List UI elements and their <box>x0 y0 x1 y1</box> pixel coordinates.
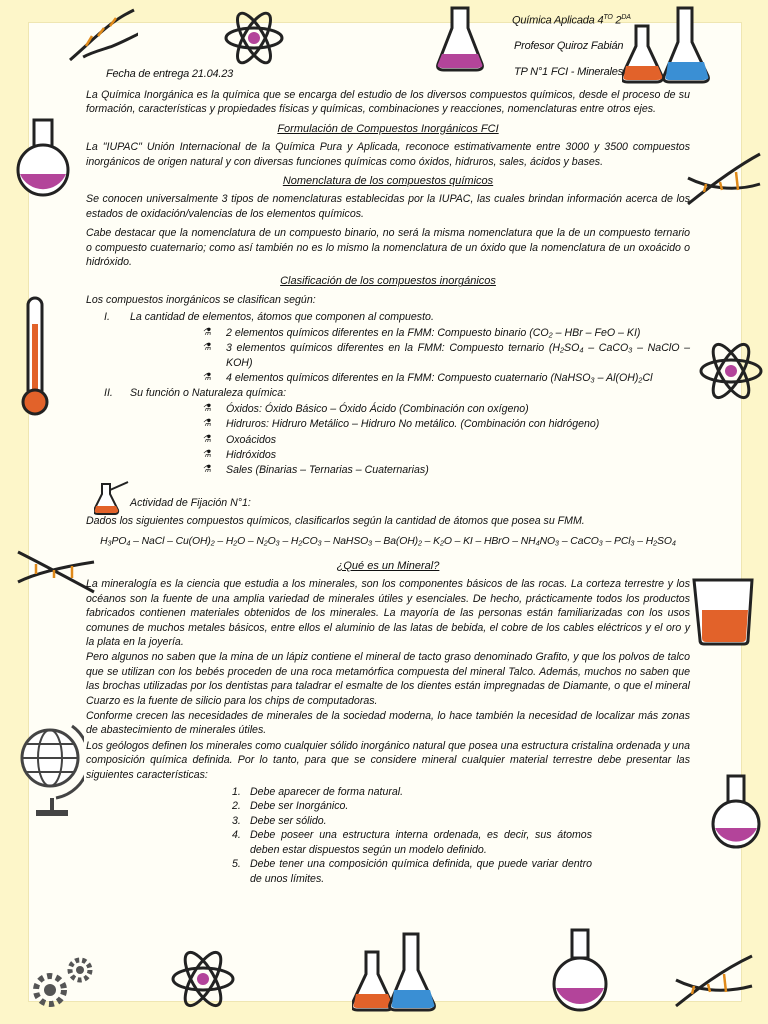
flasks-icon <box>622 6 712 84</box>
globe-icon <box>14 712 84 818</box>
paragraph: Pero algunos no saben que la mina de un lápiz contiene el mineral de tacto graso denominado Grafito, y que los polvos de talco que se utilizan con los bebés proceden de una roca metamórfica compuesta del mineral Talco. Además, muchos no saben que las brochas utilizadas por los dentistas para taladrar el esmalte de los dientes están impregnadas de Diamante, o que el mineral Cuarzo es la fuente de silicio para los chips de computadoras. <box>86 651 690 707</box>
chemist-bullet-icon: ⚗ <box>202 448 211 460</box>
list-number: I. <box>104 311 110 324</box>
gears-icon <box>26 952 100 1012</box>
sub-list <box>130 402 690 478</box>
round-flask-icon <box>708 772 764 852</box>
intro-paragraph: La Química Inorgánica es la química que se encarga del estudio de los diversos compuestos químicos, desde el proceso de su formación, características y propiedades físicas y químicas, combinaciones y reacciones, nomenclaturas entre otros ejes. <box>86 89 690 116</box>
paragraph: Conforme crecen las necesidades de minerales de la sociedad moderna, lo hace también la necesidad de localizar más zonas de abastecimiento de minerales útiles. <box>86 710 690 737</box>
list-item: 2. Debe ser Inorgánico. <box>232 800 349 813</box>
lab-flask-icon <box>94 480 132 516</box>
list-item: 1. Debe aparecer de forma natural. <box>232 786 404 799</box>
section-heading: ¿Qué es un Mineral? <box>336 559 440 572</box>
sub-list-item: ⚗ 4 elementos químicos diferentes en la FMM: Compuesto cuaternario (NaHSO₃ – Al(OH)₂Cl <box>202 371 653 384</box>
sub-list-item: ⚗ Óxidos: Óxido Básico – Óxido Ácido (Combinación con oxígeno) <box>202 402 529 415</box>
section-heading: Clasificación de los compuestos inorgánicos <box>280 275 496 288</box>
flasks-icon <box>352 932 438 1014</box>
paragraph: Los compuestos inorgánicos se clasifican según: <box>86 293 316 306</box>
chemist-bullet-icon: ⚗ <box>202 464 211 476</box>
list-item: 5. Debe tener una composición química definida, que puede variar dentro de unos límites. <box>232 858 592 885</box>
chemist-bullet-icon: ⚗ <box>202 342 211 354</box>
section-heading: Formulación de Compuestos Inorgánicos FCI <box>277 122 499 135</box>
list-number: II. <box>104 387 113 400</box>
sub-list-item: ⚗ Hidróxidos <box>202 448 277 461</box>
teacher-name: Profesor Quiroz Fabián <box>514 40 624 52</box>
beaker-icon <box>688 572 764 648</box>
tp-title: TP N°1 FCI - Minerales <box>514 66 623 78</box>
paragraph: La mineralogía es la ciencia que estudia a los minerales, son los componentes básicos de las rocas. La corteza terrestre y los océanos son la fuente de una amplia variedad de minerales útiles y esenciales. De hecho, prácticamente todos los productos fabricados contienen materiales obtenidos de los minerales. La mayoría de las personas están familiarizadas con los usos comunes de muchos metales básicos, entre ellos el aluminio de las latas de bebida, el cobre de los cables eléctricos y el oro y la plata en la joyería. <box>86 578 690 648</box>
document-body <box>86 88 690 886</box>
sub-list-item: ⚗ 2 elementos químicos diferentes en la FMM: Compuesto binario (CO₂ – HBr – FeO – KI) <box>202 326 641 339</box>
activity-instruction: Dados los siguientes compuestos químicos, clasificarlos según la cantidad de átomos que posea su FMM. <box>86 515 585 528</box>
list-item-label: Su función o Naturaleza química: <box>130 387 287 400</box>
dna-icon <box>672 950 756 1012</box>
paragraph: Los geólogos definen los minerales como cualquier sólido inorgánico natural que posea una estructura cristalina ordenada y una composición química definida. Por lo tanto, para que se considere mineral cualquier material terrestre debe presentar las siguientes características: <box>86 739 690 781</box>
paragraph: Cabe destacar que la nomenclatura de un compuesto binario, no será la misma nomenclatura que la de un compuesto ternario o compuesto cuaternario; como así también no es lo mismo la nomenclatura de un óxido que la nomenclatura de un oxoácido o hidróxido. <box>86 227 690 269</box>
sub-list-item: ⚗ 3 elementos químicos diferentes en la FMM: Compuesto ternario (H₂SO₄ – CaCO₃ – NaClO – KOH) <box>202 342 690 369</box>
mineral-characteristics-list <box>86 785 592 886</box>
classification-list <box>86 310 690 477</box>
chemist-bullet-icon: ⚗ <box>202 326 211 338</box>
sub-list-item: ⚗ Hidruros: Hidruro Metálico – Hidruro No metálico. (Combinación con hidrógeno) <box>202 418 600 431</box>
flask-icon <box>548 926 612 1014</box>
paragraph: La "IUPAC" Unión Internacional de la Química Pura y Aplicada, reconoce estimativamente entre 3000 y 3500 compuestos inorgánicos de origen natural y con diversas funciones químicas como óxidos, hidruros, sales, ácidos y bases. <box>86 141 690 168</box>
formula-list: H₃PO₄ – NaCl – Cu(OH)₂ – H₂O – N₂O₃ – H₂CO₃ – NaHSO₃ – Ba(OH)₂ – K₂O – KI – HBrO – NH₄NO₃ – CaCO₃ – PCl₃ – H₂SO₄ <box>100 535 676 547</box>
list-item-label: La cantidad de elementos, átomos que componen al compuesto. <box>130 311 434 324</box>
section-heading: Nomenclatura de los compuestos químicos <box>282 175 494 188</box>
dna-icon <box>684 148 764 208</box>
chemist-bullet-icon: ⚗ <box>202 371 211 383</box>
activity-title: Actividad de Fijación N°1: <box>86 496 690 510</box>
thermometer-icon <box>14 294 58 418</box>
flask-icon <box>432 4 488 72</box>
chemist-bullet-icon: ⚗ <box>202 433 211 445</box>
sub-list-item: ⚗ Sales (Binarias – Ternarias – Cuaternarias) <box>202 464 429 477</box>
list-item <box>86 386 690 477</box>
sub-list-item: ⚗ Oxoácidos <box>202 433 277 446</box>
list-item <box>86 310 690 385</box>
chemist-bullet-icon: ⚗ <box>202 418 211 430</box>
list-item: 4. Debe poseer una estructura interna ordenada, es decir, sus átomos deben estar dispuestos según un modelo definido. <box>232 829 592 856</box>
due-date: Fecha de entrega 21.04.23 <box>106 68 234 80</box>
chemist-bullet-icon: ⚗ <box>202 402 211 414</box>
dna-icon <box>66 6 138 66</box>
sub-list <box>130 326 690 386</box>
list-item: 3. Debe ser sólido. <box>232 814 327 827</box>
atom-icon <box>170 944 236 1014</box>
atom-icon <box>698 336 764 406</box>
round-flask-icon <box>14 116 74 198</box>
paragraph: Se conocen universalmente 3 tipos de nomenclaturas establecidas por la IUPAC, las cuales brindan información acerca de los estados de oxidación/valencias de los elementos químicos. <box>86 193 690 220</box>
atom-icon <box>222 6 286 70</box>
course-title: Química Aplicada $4^{TO}$ $2^{DA}$ <box>512 14 631 27</box>
